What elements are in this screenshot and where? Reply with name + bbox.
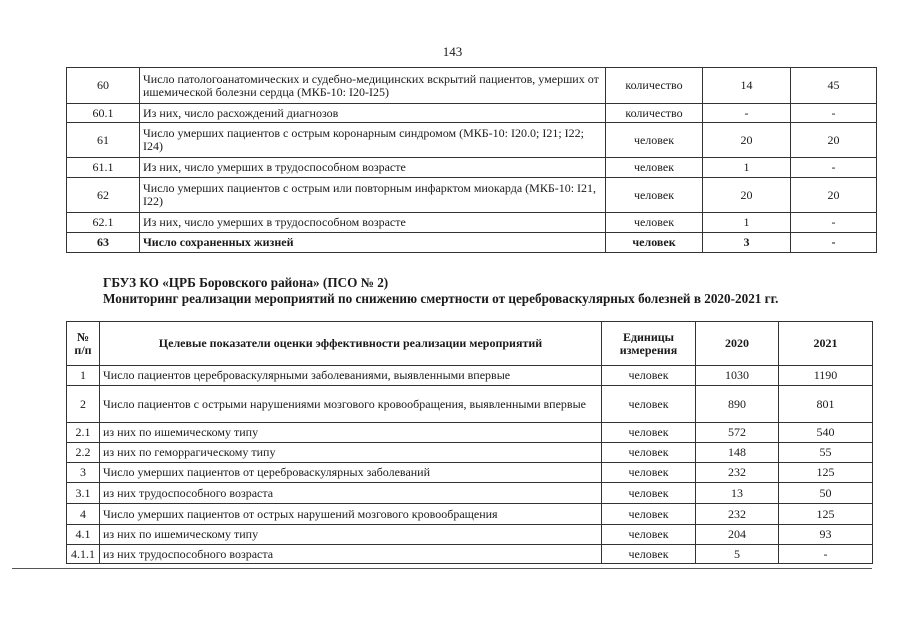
row-value-2: 20 [791,178,877,213]
row-value-2: 125 [779,463,873,483]
row-unit: человек [602,525,696,545]
row-number: 1 [67,366,100,386]
table-header-row [67,322,873,366]
row-indicator: Число умерших пациентов с острым или повторным инфарктом миокарда (МКБ-10: I21, I22) [140,178,606,213]
row-indicator: Число умерших пациентов от острых нарушений мозгового кровообращения [100,504,602,525]
row-number: 4 [67,504,100,525]
row-value-2: 55 [779,443,873,463]
table-row [67,504,873,525]
row-indicator: из них по ишемическому типу [100,423,602,443]
table-row [67,386,873,423]
row-value-1: 3 [703,233,791,253]
row-unit: человек [606,213,703,233]
row-value-1: 572 [696,423,779,443]
row-unit: человек [606,158,703,178]
row-number: 60.1 [67,104,140,123]
row-unit: человек [602,366,696,386]
row-value-2: 540 [779,423,873,443]
row-value-1: 232 [696,504,779,525]
row-number: 62.1 [67,213,140,233]
row-indicator: Число сохраненных жизней [140,233,606,253]
row-value-1: 14 [703,68,791,104]
row-unit: количество [606,68,703,104]
row-value-1: 1030 [696,366,779,386]
header-unit: Единицы измерения [602,322,696,366]
row-indicator: Число патологоанатомических и судебно-медицинских вскрытий пациентов, умерших от ишемической болезни сердца (МКБ-10: I20-I25) [140,68,606,104]
table-row [67,545,873,564]
row-value-2: 125 [779,504,873,525]
row-indicator: Число умерших пациентов с острым коронарным синдромом (МКБ-10: I20.0; I21; I22; I24) [140,123,606,158]
table-row [67,68,877,104]
row-indicator: Из них, число расхождений диагнозов [140,104,606,123]
table-row [67,158,877,178]
row-unit: человек [602,504,696,525]
row-value-1: 20 [703,123,791,158]
table-row [67,233,877,253]
row-indicator: Из них, число умерших в трудоспособном возрасте [140,158,606,178]
row-value-2: 50 [779,483,873,504]
row-value-2: - [779,545,873,564]
row-value-2: - [791,104,877,123]
row-indicator: Число пациентов цереброваскулярными заболеваниями, выявленными впервые [100,366,602,386]
row-number: 3.1 [67,483,100,504]
table-row [67,123,877,158]
row-number: 61.1 [67,158,140,178]
row-number: 62 [67,178,140,213]
row-unit: человек [606,123,703,158]
header-2020: 2020 [696,322,779,366]
row-number: 2.1 [67,423,100,443]
row-indicator: Число пациентов с острыми нарушениями мозгового кровообращения, выявленными впервые [100,386,602,423]
row-value-1: 13 [696,483,779,504]
row-number: 4.1.1 [67,545,100,564]
row-unit: количество [606,104,703,123]
table-row [67,443,873,463]
row-unit: человек [602,443,696,463]
row-value-2: - [791,158,877,178]
monitoring-heading: Мониторинг реализации мероприятий по снижению смертности от цереброваскулярных болезней в 2020-2021 гг. [103,291,779,306]
row-unit: человек [602,386,696,423]
row-number: 3 [67,463,100,483]
page-number: 143 [442,44,463,59]
row-value-1: 20 [703,178,791,213]
page-bottom-rule [12,568,872,569]
row-value-2: 1190 [779,366,873,386]
table-row [67,104,877,123]
row-unit: человек [602,423,696,443]
row-value-2: 93 [779,525,873,545]
row-value-1: 1 [703,213,791,233]
row-indicator: Число умерших пациентов от цереброваскулярных заболеваний [100,463,602,483]
header-2021: 2021 [779,322,873,366]
row-number: 2 [67,386,100,423]
row-number: 61 [67,123,140,158]
row-value-1: 1 [703,158,791,178]
row-value-1: 890 [696,386,779,423]
row-value-1: 232 [696,463,779,483]
header-indicator: Целевые показатели оценки эффективности реализации мероприятий [100,322,602,366]
row-value-2: 45 [791,68,877,104]
row-value-1: 148 [696,443,779,463]
mortality-table-continued [66,67,877,253]
row-value-1: 204 [696,525,779,545]
table-row [67,483,873,504]
header-num: № п/п [67,322,100,366]
row-indicator: Из них, число умерших в трудоспособном возрасте [140,213,606,233]
table-row [67,213,877,233]
row-indicator: из них по геморрагическому типу [100,443,602,463]
row-unit: человек [606,233,703,253]
row-value-2: - [791,233,877,253]
row-number: 2.2 [67,443,100,463]
row-indicator: из них по ишемическому типу [100,525,602,545]
table-row [67,178,877,213]
row-number: 63 [67,233,140,253]
hospital-heading: ГБУЗ КО «ЦРБ Боровского района» (ПСО № 2) [103,275,389,290]
row-number: 4.1 [67,525,100,545]
table-row [67,525,873,545]
table-row [67,366,873,386]
row-unit: человек [602,545,696,564]
row-unit: человек [606,178,703,213]
row-unit: человек [602,483,696,504]
row-value-2: - [791,213,877,233]
row-value-2: 20 [791,123,877,158]
cerebrovascular-monitoring-table [66,321,873,564]
row-indicator: из них трудоспособного возраста [100,545,602,564]
row-value-1: - [703,104,791,123]
row-unit: человек [602,463,696,483]
row-value-2: 801 [779,386,873,423]
row-value-1: 5 [696,545,779,564]
table-row [67,463,873,483]
row-indicator: из них трудоспособного возраста [100,483,602,504]
row-number: 60 [67,68,140,104]
table-row [67,423,873,443]
